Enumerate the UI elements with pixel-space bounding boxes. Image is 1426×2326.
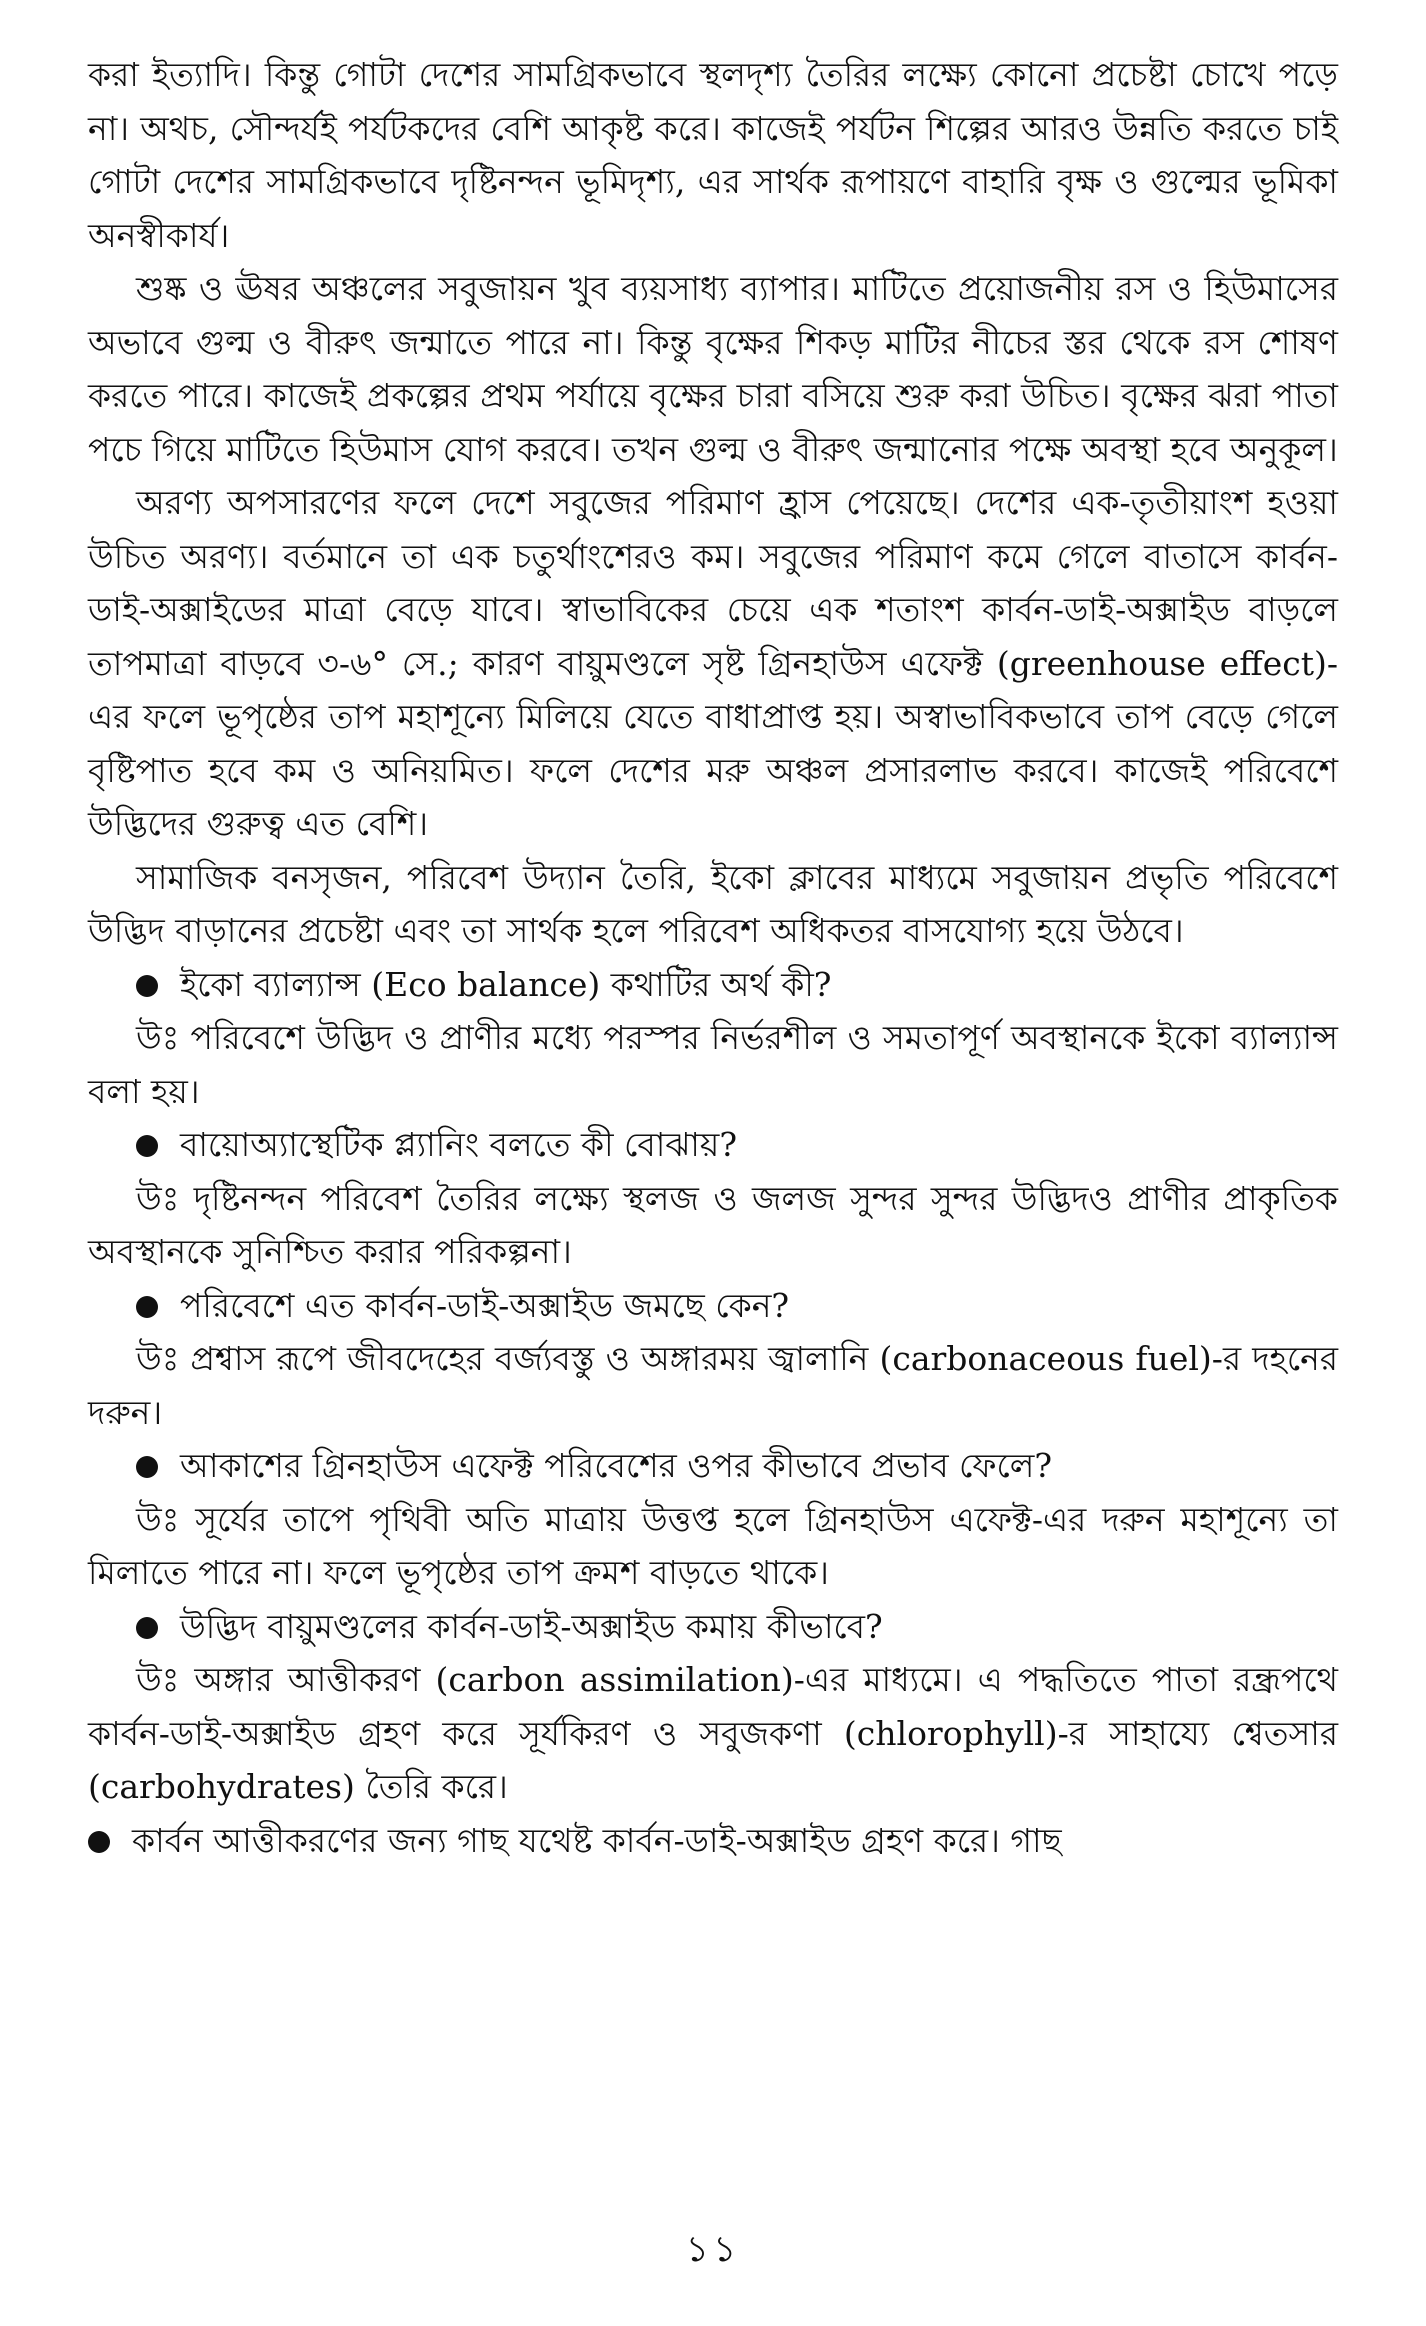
bullet-icon: [136, 1135, 158, 1157]
question-5: [88, 1600, 1338, 1654]
paragraph-3: অরণ্য অপসারণের ফলে দেশে সবুজের পরিমাণ হ্রাস পেয়েছে। দেশের এক-তৃতীয়াংশ হওয়া উচিত অরণ্য। বর্তমানে তা এক চতুর্থাংশেরও কম। সবুজের পরিমাণ কমে গেলে বাতাসে কার্বন-ডাই-অক্সাইডের মাত্রা বেড়ে যাবে। স্বাভাবিকের চেয়ে এক শতাংশ কার্বন-ডাই-অক্সাইড বাড়লে তাপমাত্রা বাড়বে ৩-৬° সে.; কারণ বায়ুমণ্ডলে সৃষ্ট গ্রিনহাউস এফেক্ট (greenhouse effect)-এর ফলে ভূপৃষ্ঠের তাপ মহাশূন্যে মিলিয়ে যেতে বাধাপ্রাপ্ত হয়। অস্বাভাবিকভাবে তাপ বেড়ে গেলে বৃষ্টিপাত হবে কম ও অনিয়মিত। ফলে দেশের মরু অঞ্চল প্রসারলাভ করবে। কাজেই পরিবেশে উদ্ভিদের গুরুত্ব এত বেশি।: [88, 483, 1338, 843]
answer-2: উঃ দৃষ্টিনন্দন পরিবেশ তৈরির লক্ষ্যে স্থলজ ও জলজ সুন্দর সুন্দর উদ্ভিদও প্রাণীর প্রাকৃতিক অবস্থানকে সুনিশ্চিত করার পরিকল্পনা।: [88, 1178, 1338, 1271]
bullet-icon: [88, 1831, 110, 1853]
bullet-icon: [136, 1617, 158, 1639]
answer-1: উঃ পরিবেশে উদ্ভিদ ও প্রাণীর মধ্যে পরস্পর নির্ভরশীল ও সমতাপূর্ণ অবস্থানকে ইকো ব্যাল্যান্স বলা হয়।: [88, 1018, 1338, 1111]
answer-5: উঃ অঙ্গার আত্তীকরণ (carbon assimilation)-এর মাধ্যমে। এ পদ্ধতিতে পাতা রন্ধ্রপথে কার্বন-ডাই-অক্সাইড গ্রহণ করে সূর্যকিরণ ও সবুজকণা (chlorophyll)-র সাহায্যে শ্বেতসার (carbohydrates) তৈরি করে।: [88, 1660, 1338, 1806]
answer-3: উঃ প্রশ্বাস রূপে জীবদেহের বর্জ্যবস্তু ও অঙ্গারময় জ্বালানি (carbonaceous fuel)-র দহনের দরুন।: [88, 1339, 1338, 1432]
question-3-text: পরিবেশে এত কার্বন-ডাই-অক্সাইড জমছে কেন?: [180, 1285, 790, 1325]
question-1-text: ইকো ব্যাল্যান্স (Eco balance) কথাটির অর্থ কী?: [180, 964, 832, 1004]
bullet-icon: [136, 1296, 158, 1318]
question-6-text: কার্বন আত্তীকরণের জন্য গাছ যথেষ্ট কার্বন-ডাই-অক্সাইড গ্রহণ করে। গাছ: [132, 1820, 1062, 1860]
question-3: [88, 1279, 1338, 1333]
bullet-icon: [136, 1456, 158, 1478]
question-5-text: উদ্ভিদ বায়ুমণ্ডলের কার্বন-ডাই-অক্সাইড কমায় কীভাবে?: [180, 1606, 883, 1646]
bullet-icon: [136, 975, 158, 997]
question-1: [88, 958, 1338, 1012]
question-2-text: বায়োঅ্যাস্থেটিক প্ল্যানিং বলতে কী বোঝায়?: [180, 1125, 738, 1164]
question-2: [88, 1118, 1338, 1172]
answer-4: উঃ সূর্যের তাপে পৃথিবী অতি মাত্রায় উত্তপ্ত হলে গ্রিনহাউস এফেক্ট-এর দরুন মহাশূন্যে তা মিলাতে পারে না। ফলে ভূপৃষ্ঠের তাপ ক্রমশ বাড়তে থাকে।: [88, 1499, 1338, 1592]
paragraph-2: শুষ্ক ও ঊষর অঞ্চলের সবুজায়ন খুব ব্যয়সাধ্য ব্যাপার। মাটিতে প্রয়োজনীয় রস ও হিউমাসের অভাবে গুল্ম ও বীরুৎ জন্মাতে পারে না। কিন্তু বৃক্ষের শিকড় মাটির নীচের স্তর থেকে রস শোষণ করতে পারে। কাজেই প্রকল্পের প্রথম পর্যায়ে বৃক্ষের চারা বসিয়ে শুরু করা উচিত। বৃক্ষের ঝরা পাতা পচে গিয়ে মাটিতে হিউমাস যোগ করবে। তখন গুল্ম ও বীরুৎ জন্মানোর পক্ষে অবস্থা হবে অনুকূল।: [88, 269, 1338, 469]
paragraph-1: করা ইত্যাদি। কিন্তু গোটা দেশের সামগ্রিকভাবে স্থলদৃশ্য তৈরির লক্ষ্যে কোনো প্রচেষ্টা চোখে পড়ে না। অথচ, সৌন্দর্যই পর্যটকদের বেশি আকৃষ্ট করে। কাজেই পর্যটন শিল্পের আরও উন্নতি করতে চাই গোটা দেশের সামগ্রিকভাবে দৃষ্টিনন্দন ভূমিদৃশ্য, এর সার্থক রূপায়ণে বাহারি বৃক্ষ ও গুল্মের ভূমিকা অনস্বীকার্য।: [88, 55, 1338, 255]
page-number: ১১: [685, 2229, 741, 2270]
question-4-text: আকাশের গ্রিনহাউস এফেক্ট পরিবেশের ওপর কীভাবে প্রভাব ফেলে?: [180, 1446, 1053, 1485]
question-6: [88, 1814, 1338, 1868]
paragraph-4: সামাজিক বনসৃজন, পরিবেশ উদ্যান তৈরি, ইকো ক্লাবের মাধ্যমে সবুজায়ন প্রভৃতি পরিবেশে উদ্ভিদ বাড়ানের প্রচেষ্টা এবং তা সার্থক হলে পরিবেশ অধিকতর বাসযোগ্য হয়ে উঠবে।: [88, 857, 1338, 950]
question-4: [88, 1439, 1338, 1493]
